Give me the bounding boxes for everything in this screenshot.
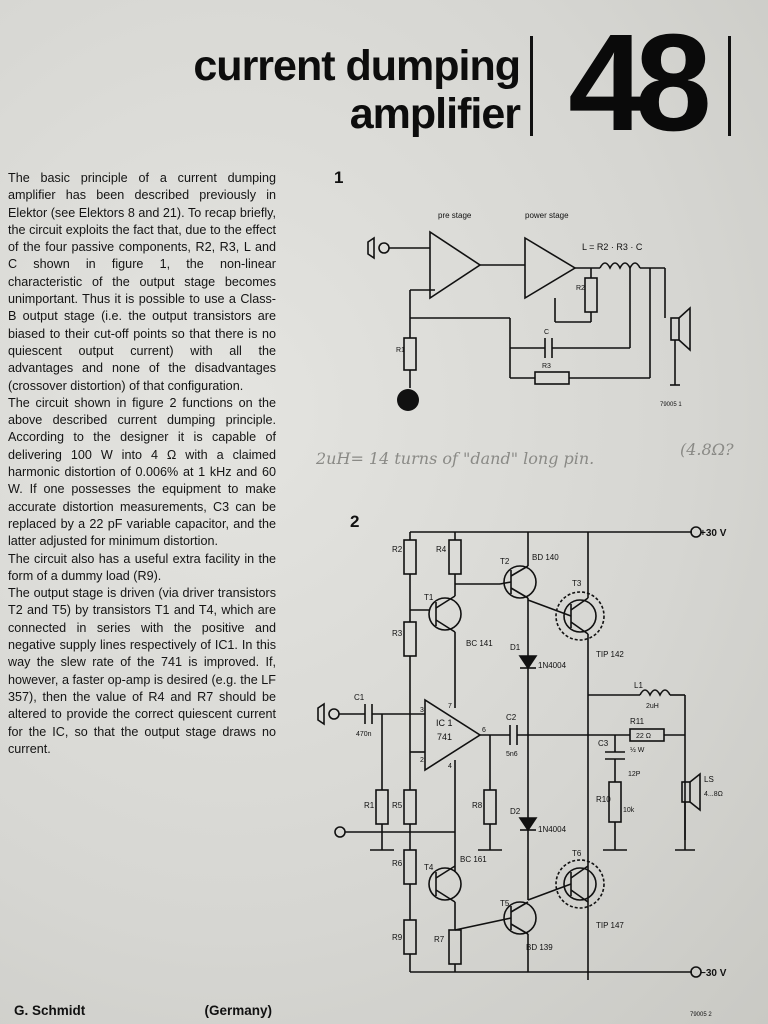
fig2-label-d2-type: 1N4004: [538, 825, 567, 834]
fig2-speaker-icon: [682, 782, 690, 802]
fig2-d2: [520, 818, 536, 830]
fig1-r2-resistor: [585, 278, 597, 312]
fig2-r1: [376, 790, 388, 824]
author-name: G. Schmidt: [14, 1003, 86, 1018]
fig1-formula: L = R2 · R3 · C: [582, 242, 643, 252]
fig2-r8: [484, 790, 496, 824]
title-line-1: current dumping: [193, 42, 520, 90]
fig2-label-r1: R1: [364, 801, 375, 810]
fig1-label-r1: R1: [396, 347, 405, 354]
fig2-label-t2: T2: [500, 557, 510, 566]
figure-2-number: 2: [350, 512, 360, 531]
fig2-label-t4-type: BC 161: [460, 855, 487, 864]
fig2-label-r6: R6: [392, 859, 403, 868]
fig2-d1: [520, 656, 536, 668]
fig2-label-l1: L1: [634, 681, 643, 690]
fig1-prestage-opamp: [430, 232, 480, 298]
fig2-label-c1: C1: [354, 693, 365, 702]
title-line-2: amplifier: [349, 90, 520, 138]
fig2-l1: [640, 690, 670, 695]
fig2-label-t3: T3: [572, 579, 582, 588]
fig2-label-r7: R7: [434, 935, 445, 944]
byline: [14, 1003, 272, 1018]
fig1-speaker-icon: [671, 318, 679, 340]
fig1-inductor: [600, 263, 640, 268]
fig2-label-c3: C3: [598, 739, 609, 748]
fig2-r2: [404, 540, 416, 574]
fig2-code: 79005 2: [690, 1012, 712, 1018]
fig2-label-t5-type: BD 139: [526, 943, 553, 952]
fig1-label-r2: R2: [576, 285, 585, 292]
fig2-label-r5: R5: [392, 801, 403, 810]
fig2-label-c3-val: 12P: [628, 771, 641, 778]
fig2-input-jack-icon: [318, 704, 324, 724]
fig2-label-pin7: 7: [448, 703, 452, 710]
fig2-label-r11: R11: [630, 717, 645, 726]
fig1-label-c: C: [544, 329, 550, 336]
handwritten-side-note: (4.8Ω?: [680, 440, 734, 459]
fig2-r4: [449, 540, 461, 574]
title-divider-left: [530, 36, 533, 136]
figure-1-number: 1: [334, 168, 344, 187]
fig1-r1-resistor: [404, 338, 416, 370]
paragraph-3: The circuit also has a useful extra facility in the form of a dummy load (R9).: [8, 551, 276, 583]
figure-1-schematic: [360, 200, 700, 425]
fig2-label-c2: C2: [506, 713, 517, 722]
fig1-label-prestage: pre stage: [438, 211, 472, 220]
fig2-label-r9: R9: [392, 933, 403, 942]
fig2-label-c2-val: 5n6: [506, 751, 518, 758]
fig2-r3: [404, 622, 416, 656]
fig2-label-t3-type: TIP 142: [596, 650, 624, 659]
paragraph-2: The circuit shown in figure 2 functions on the above described current dumping principle. According to the designer it is capable of delivering 100 W into 4 Ω with a claimed harmonic distortion of 0.006% at 1 kHz and 60 W. If one possesses the equipment to make accurate distortion measurements, C3 can be replaced by a 22 pF variable capacitor, and the latter adjusted for minimum distortion.: [8, 395, 276, 549]
fig1-label-powerstage: power stage: [525, 211, 569, 220]
handwritten-note: 2uH= 14 turns of "dand" long pin.: [316, 449, 595, 468]
article-title: [140, 42, 520, 138]
fig2-label-r4: R4: [436, 545, 447, 554]
fig2-r7: [449, 930, 461, 964]
fig2-label-r11-power: ½ W: [630, 747, 645, 754]
article-body: [8, 170, 276, 758]
fig2-label-r3: R3: [392, 629, 403, 638]
paragraph-1: The basic principle of a current dumping amplifier has been described previously in Elektor (see Elektors 8 and 21). To recap briefly, the circuit exploits the fact that, due to the effect of the four passive components, R2, R3, L and C shown in figure 1, the non-linear characteristic of the output stage becomes unimportant. Thus it is possible to use a Class-B output stage (i.e. the output transistors are biased to their cut-off points so that there is no quiescent output current) with all the advantages and none of the disadvantages (crossover distortion) of that configuration.: [8, 171, 276, 393]
fig2-r5b: [404, 920, 416, 954]
fig2-label-ic1-type: 741: [437, 732, 453, 742]
fig2-r6: [404, 850, 416, 884]
fig1-code: 79005 1: [660, 402, 682, 408]
fig1-input-jack-icon: [368, 238, 374, 258]
fig2-ground-terminal: [335, 827, 345, 837]
paragraph-4: The output stage is driven (via driver transistors T2 and T5) by transistors T1 and T4, which are connected in series with the positive and negative supply lines respectively of IC1. In this way the slew rate of the 741 is improved. If, however, a faster op-amp is desired (e.g. the LF 357), then the value of R4 and R7 should be altered to provide the correct quiescent current for the IC, so that the output stage draws no current.: [8, 586, 276, 756]
fig2-label-t4: T4: [424, 863, 434, 872]
fig1-powerstage-amp: [525, 238, 575, 298]
author-country: (Germany): [204, 1003, 272, 1018]
fig2-label-t1-type: BC 141: [466, 639, 493, 648]
article-number: 48: [568, 6, 702, 160]
fig2-label-ls-val: 4...8Ω: [704, 791, 723, 798]
fig2-label-pin6: 6: [482, 727, 486, 734]
fig2-label-ls: LS: [704, 775, 714, 784]
fig2-label-d1: D1: [510, 643, 521, 652]
fig2-label-d2: D2: [510, 807, 521, 816]
fig2-label-t6-type: TIP 147: [596, 921, 624, 930]
fig2-label-t5: T5: [500, 899, 510, 908]
fig2-label-pin3: 3: [420, 707, 424, 714]
fig2-r10: [609, 782, 621, 822]
fig2-label-t6: T6: [572, 849, 582, 858]
fig1-label-r3: R3: [542, 363, 551, 370]
fig2-label-c1-val: 470n: [356, 731, 372, 738]
fig2-label-neg-supply: −30 V: [700, 968, 727, 979]
fig2-label-t2-type: BD 140: [532, 553, 559, 562]
fig2-label-pos-supply: +30 V: [700, 528, 727, 539]
fig2-label-ic1: IC 1: [436, 718, 453, 728]
fig2-label-r2: R2: [392, 545, 403, 554]
fig1-r3-resistor: [535, 372, 569, 384]
fig1-ground-blob: [397, 389, 419, 411]
fig2-label-pin2: 2: [420, 757, 424, 764]
fig2-label-l1-val: 2uH: [646, 703, 659, 710]
figure-2-schematic: [300, 520, 760, 1020]
fig2-label-r11-val: 22 Ω: [636, 733, 651, 740]
fig2-r5: [404, 790, 416, 824]
fig2-label-r10-val: 10k: [623, 807, 635, 814]
title-divider-right: [728, 36, 731, 136]
fig2-label-pin4: 4: [448, 763, 452, 770]
fig2-ic1-opamp: [425, 700, 480, 770]
fig2-label-r10: R10: [596, 795, 611, 804]
fig2-label-d1-type: 1N4004: [538, 661, 567, 670]
fig2-label-t1: T1: [424, 593, 434, 602]
fig2-label-r8: R8: [472, 801, 483, 810]
